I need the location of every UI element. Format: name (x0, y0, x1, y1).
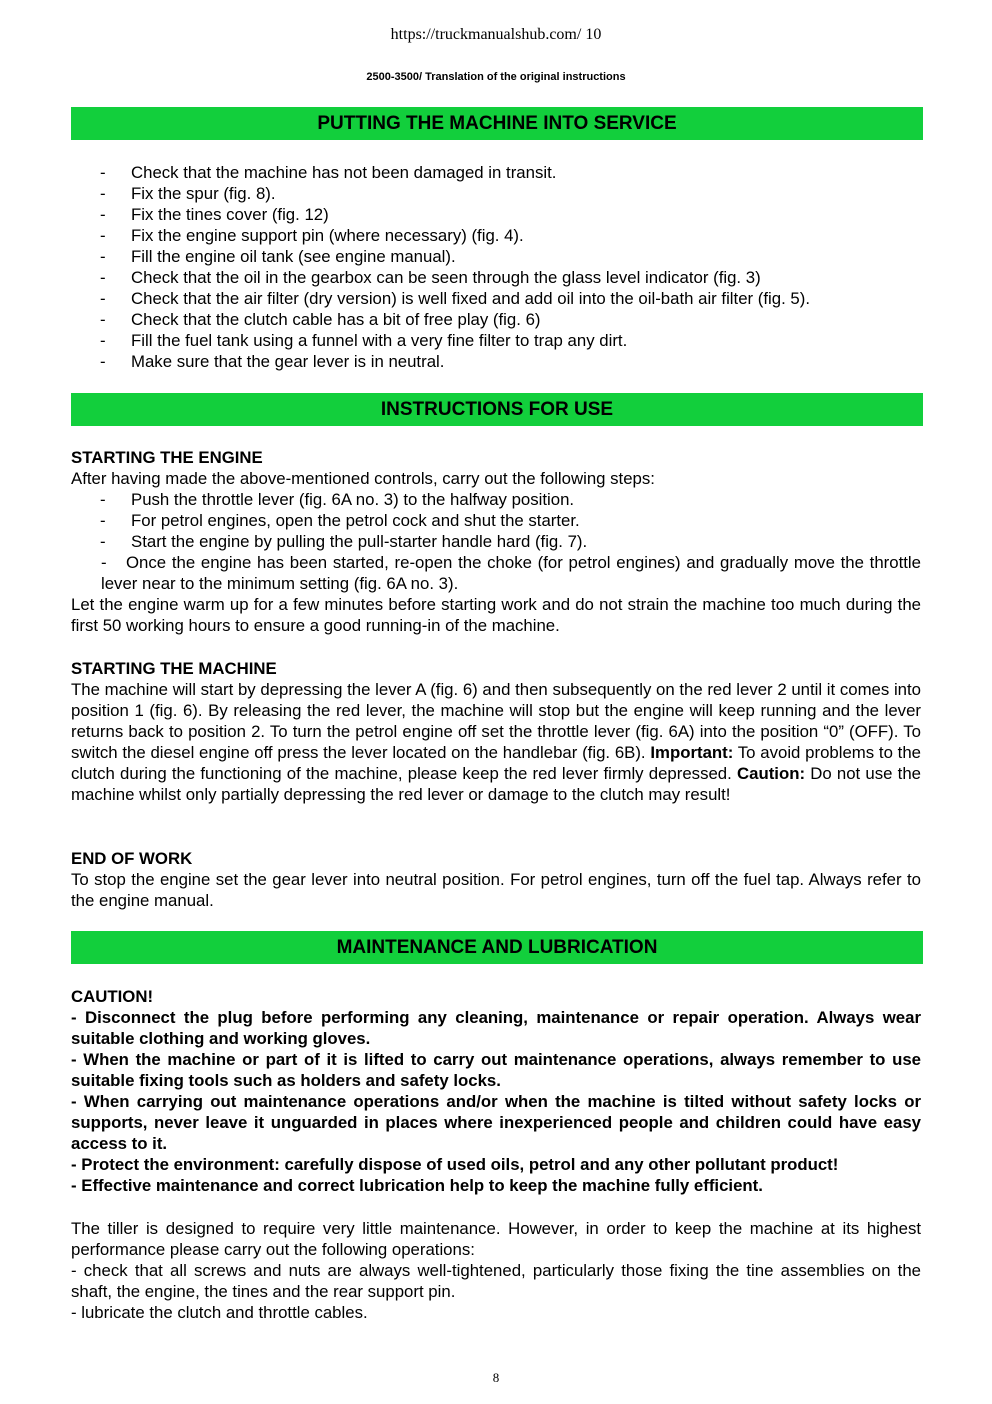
engine-step (71, 510, 921, 531)
engine-step-text: Start the engine by pulling the pull-starter handle hard (fig. 7). (131, 532, 588, 551)
dash-bullet: - (100, 511, 106, 530)
important-label: Important: (650, 743, 734, 762)
service-check-item-text: Fix the engine support pin (where necessary) (fig. 4). (131, 226, 524, 245)
service-checklist (71, 162, 921, 372)
service-check-item-text: Fix the spur (fig. 8). (131, 184, 276, 203)
starting-engine-outro: Let the engine warm up for a few minutes before starting work and do not strain the machine too much during the first 50 working hours to ensure a good running-in of the machine. (71, 595, 921, 635)
starting-engine-intro: After having made the above-mentioned controls, carry out the following steps: (71, 469, 655, 488)
dash-bullet: - (100, 490, 106, 509)
service-check-item (71, 162, 921, 183)
section-title-putting-into-service: PUTTING THE MACHINE INTO SERVICE (71, 107, 923, 140)
service-check-item (71, 288, 921, 309)
service-check-item-text: Fill the fuel tank using a funnel with a very fine filter to trap any dirt. (131, 331, 628, 350)
service-check-item (71, 246, 921, 267)
service-check-item (71, 183, 921, 204)
caution-label: Caution: (737, 764, 806, 783)
starting-machine-heading: STARTING THE MACHINE (71, 659, 277, 678)
dash-bullet: - (100, 226, 106, 245)
dash-bullet: - (100, 163, 106, 182)
dash-bullet: - (100, 532, 106, 551)
dash-bullet: - (100, 268, 106, 287)
section-title-maintenance: MAINTENANCE AND LUBRICATION (71, 931, 923, 964)
section-title-instructions-for-use: INSTRUCTIONS FOR USE (71, 393, 923, 426)
service-check-item-text: Check that the oil in the gearbox can be seen through the glass level indicator (fig. 3) (131, 268, 761, 287)
service-check-item (71, 225, 921, 246)
maintenance-op: - check that all screws and nuts are always well-tightened, particularly those fixing the tine assemblies on the shaft, the engine, the tines and the rear support pin. (71, 1261, 921, 1301)
caution-block (71, 986, 921, 1196)
service-check-item-text: Check that the air filter (dry version) is well fixed and add oil into the oil-bath air filter (fig. 5). (131, 289, 811, 308)
page-url: https://truckmanualshub.com/ 10 (390, 26, 602, 43)
maintenance-intro: The tiller is designed to require very little maintenance. However, in order to keep the machine at its highest performance please carry out the following operations: (71, 1219, 921, 1259)
service-check-item (71, 351, 921, 372)
document-subtitle: 2500-3500/ Translation of the original instructions (366, 71, 626, 83)
engine-last-step: - Once the engine has been started, re-open the choke (for petrol engines) and gradually move the throttle lever near to the minimum setting (fig. 6A no. 3). (101, 553, 921, 593)
service-check-item (71, 330, 921, 351)
engine-step (71, 531, 921, 552)
engine-step-text: Push the throttle lever (fig. 6A no. 3) to the halfway position. (131, 490, 575, 509)
end-of-work-heading: END OF WORK (71, 849, 193, 868)
dash-bullet: - (100, 310, 106, 329)
dash-bullet: - (100, 289, 106, 308)
service-check-item-text: Fix the tines cover (fig. 12) (131, 205, 329, 224)
caution-item: - Effective maintenance and correct lubrication help to keep the machine fully efficient. (71, 1176, 763, 1195)
service-check-item (71, 267, 921, 288)
caution-heading: CAUTION! (71, 987, 154, 1006)
caution-item: - When the machine or part of it is lifted to carry out maintenance operations, always remember to use suitable fixing tools such as holders and safety locks. (71, 1050, 921, 1090)
starting-engine-heading: STARTING THE ENGINE (71, 448, 263, 467)
service-check-item-text: Check that the machine has not been damaged in transit. (131, 163, 557, 182)
end-of-work-block (71, 848, 921, 911)
engine-step (71, 489, 921, 510)
dash-bullet: - (100, 247, 106, 266)
service-check-item (71, 309, 921, 330)
starting-machine-block (71, 658, 921, 805)
maintenance-op: - lubricate the clutch and throttle cables. (71, 1303, 368, 1322)
end-of-work-text: To stop the engine set the gear lever into neutral position. For petrol engines, turn off the fuel tap. Always refer to the engine manual. (71, 870, 921, 910)
service-check-item-text: Fill the engine oil tank (see engine manual). (131, 247, 456, 266)
caution-item: - When carrying out maintenance operations and/or when the machine is tilted without safety locks or supports, never leave it unguarded in places where inexperienced people and children could have easy access to it. (71, 1092, 921, 1153)
caution-item: - Disconnect the plug before performing any cleaning, maintenance or repair operation. Always wear suitable clothing and working gloves. (71, 1008, 921, 1048)
starting-machine-text: The machine will start by depressing the lever A (fig. 6) and then subsequently on the red lever 2 until it comes into position 1 (fig. 6). By releasing the red lever, the machine will stop but the engine will keep running and the lever returns back to position 2. To turn the petrol engine off set the throttle lever (fig. 6A) into the position “0” (OFF). To switch the diesel engine off press the lever located on the handlebar (fig. 6B). Important: To avoid problems to the clutch during the functioning of the machine, please keep the red lever firmly depressed. Caution: Do not use the machine whilst only partially depressing the red lever or damage to the clutch may result! (71, 680, 921, 804)
dash-bullet: - (100, 184, 106, 203)
engine-step-text: For petrol engines, open the petrol cock and shut the starter. (131, 511, 580, 530)
starting-engine-block (71, 447, 921, 636)
dash-bullet: - (100, 205, 106, 224)
dash-bullet: - (100, 331, 106, 350)
service-check-item-text: Make sure that the gear lever is in neutral. (131, 352, 445, 371)
page-number: 8 (492, 1370, 500, 1385)
service-check-item (71, 204, 921, 225)
maintenance-ops-block (71, 1218, 921, 1323)
dash-bullet: - (100, 352, 106, 371)
caution-item: - Protect the environment: carefully dispose of used oils, petrol and any other pollutant product! (71, 1155, 839, 1174)
service-check-item-text: Check that the clutch cable has a bit of free play (fig. 6) (131, 310, 541, 329)
